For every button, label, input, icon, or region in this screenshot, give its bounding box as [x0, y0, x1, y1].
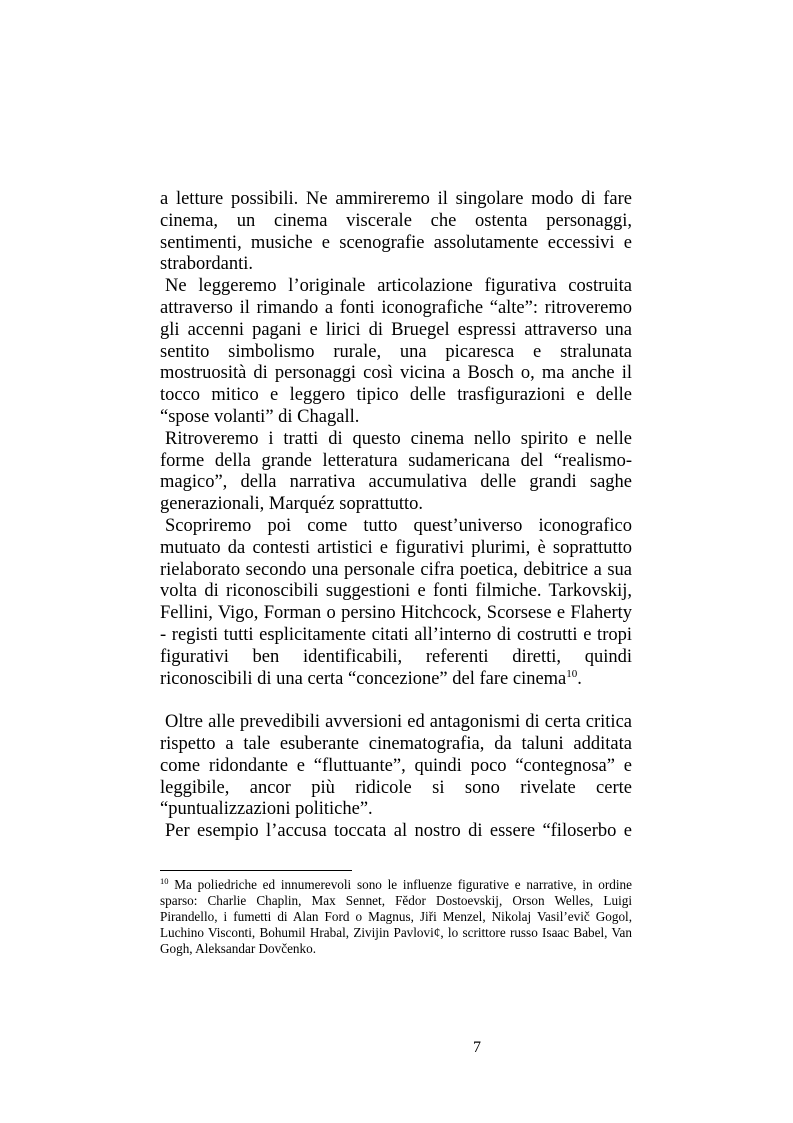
footnote	[160, 877, 632, 957]
footnote-separator	[160, 870, 352, 871]
footnote-line: Pirandello, i fumetti di Alan Ford o Magnus, Jiři Menzel, Nikolaj Vasil’evič Gogol,	[160, 909, 632, 924]
body-text	[160, 189, 632, 843]
text-line: rispetto a tale esuberante cinematografia, da taluni additata	[160, 733, 632, 754]
text-segment: riconoscibili di una certa “concezione” del fare cinema	[160, 668, 567, 689]
footnote-marker: 10	[160, 877, 169, 886]
text-line: sentimenti, musiche e scenografie assolutamente eccessivi e	[160, 232, 632, 253]
text-line: leggibile, ancor più ridicole si sono rivelate certe	[160, 777, 632, 798]
footnote-line: sparso: Charlie Chaplin, Max Sennet, Fĕdor Dostoevskij, Orson Welles, Luigi	[160, 893, 632, 908]
text-line	[160, 669, 632, 691]
footnote-reference: 10	[566, 668, 578, 680]
text-line: Oltre alle prevedibili avversioni ed antagonismi di certa critica	[165, 712, 632, 733]
paragraph-gap	[160, 690, 632, 712]
text-line: mostruosità di personaggi così vicina a Bosch o, ma anche il	[160, 363, 632, 384]
text-segment: .	[577, 668, 582, 689]
text-line: cinema, un cinema viscerale che ostenta personaggi,	[160, 210, 632, 231]
text-line: rielaborato secondo una personale cifra poetica, debitrice a sua	[160, 559, 632, 580]
paragraph	[160, 821, 632, 843]
text-line: tocco mitico e leggero tipico delle trasfigurazioni e delle	[160, 385, 632, 406]
footnote-line: Luchino Visconti, Bohumil Hrabal, Zivijin Pavlovi¢, lo scrittore russo Isaac Babel, Van	[160, 925, 632, 940]
text-line: - registi tutti esplicitamente citati all’interno di costrutti e tropi	[160, 624, 632, 645]
text-line: attraverso il rimando a fonti iconografiche “alte”: ritroveremo	[160, 297, 632, 318]
text-line: generazionali, Marquéz soprattutto.	[160, 494, 424, 515]
footnote-line: Gogh, Aleksandar Dovčenko.	[160, 941, 317, 956]
text-segment: Ma poliedriche ed innumerevoli sono le influenze figurative e narrative, in ordine	[174, 877, 632, 892]
text-line: sentito simbolismo rurale, una picaresca e stralunata	[160, 341, 632, 362]
text-line: magico”, della narrativa accumulativa delle grandi saghe	[160, 472, 632, 493]
text-line: figurativi ben identificabili, referenti diretti, quindi	[160, 646, 632, 667]
text-line: volta di riconoscibili suggestioni e fonti filmiche. Tarkovskij,	[160, 581, 632, 602]
paragraph	[160, 429, 632, 516]
paragraph	[160, 712, 632, 821]
text-line: come ridondante e “fluttuante”, quindi poco “contegnosa” e	[160, 755, 632, 776]
text-line: strabordanti.	[160, 254, 253, 275]
text-line: Per esempio l’accusa toccata al nostro di essere “filoserbo e	[165, 821, 632, 842]
page-number: 7	[473, 1039, 481, 1056]
text-line: “spose volanti” di Chagall.	[160, 406, 360, 427]
text-line: Ne leggeremo l’originale articolazione figurativa costruita	[165, 276, 632, 297]
text-line: “puntualizzazioni politiche”.	[160, 799, 373, 820]
text-line: gli accenni pagani e lirici di Bruegel espressi attraverso una	[160, 319, 632, 340]
text-line: Scopriremo poi come tutto quest’universo iconografico	[165, 515, 632, 536]
text-line: Ritroveremo i tratti di questo cinema nello spirito e nelle	[165, 428, 632, 449]
text-line: forme della grande letteratura sudamericana del “realismo-	[160, 450, 632, 471]
text-line: mutuato da contesti artistici e figurativi plurimi, è soprattutto	[160, 537, 632, 558]
text-line: a letture possibili. Ne ammireremo il singolare modo di fare	[160, 189, 632, 209]
text-line: Fellini, Vigo, Forman o persino Hitchcock, Scorsese e Flaherty	[160, 603, 632, 624]
footnote-line	[160, 877, 632, 893]
paragraph	[160, 516, 632, 690]
paragraph	[160, 189, 632, 276]
paragraph	[160, 276, 632, 429]
